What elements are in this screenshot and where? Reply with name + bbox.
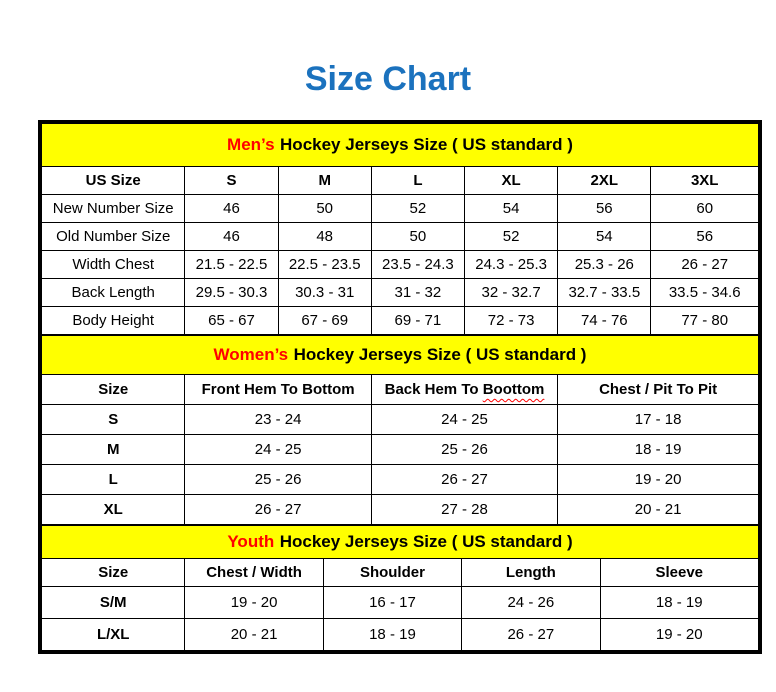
- mens-band-text: Hockey Jerseys Size ( US standard ): [280, 135, 573, 154]
- table-row: [42, 223, 759, 251]
- row-label: Old Number Size: [42, 223, 185, 251]
- table-row: [42, 251, 759, 279]
- youth-band-highlight: Youth: [227, 532, 275, 551]
- size-value-cell: 18 - 19: [600, 587, 758, 619]
- size-value-cell: 16 - 17: [323, 587, 461, 619]
- womens-col-header-chest: Chest / Pit To Pit: [558, 375, 759, 405]
- misspelled-word: Boottom: [482, 381, 545, 398]
- womens-size-table: [41, 335, 759, 525]
- size-value-cell: 52: [371, 195, 464, 223]
- youth-col-header-chest: Chest / Width: [185, 559, 323, 587]
- size-value-cell: 77 - 80: [651, 307, 759, 335]
- size-value-cell: 48: [278, 223, 371, 251]
- size-value-cell: 26 - 27: [462, 619, 600, 651]
- youth-size-table: [41, 525, 759, 651]
- table-row: [42, 307, 759, 335]
- size-value-cell: 67 - 69: [278, 307, 371, 335]
- womens-header-row: [42, 375, 759, 405]
- size-value-cell: 27 - 28: [371, 495, 557, 525]
- table-row: [42, 279, 759, 307]
- size-value-cell: 46: [185, 223, 278, 251]
- size-value-cell: 20 - 21: [185, 619, 323, 651]
- size-value-cell: 18 - 19: [323, 619, 461, 651]
- row-label: Back Length: [42, 279, 185, 307]
- mens-col-header-3xl: 3XL: [651, 167, 759, 195]
- size-value-cell: 52: [465, 223, 558, 251]
- size-value-cell: 30.3 - 31: [278, 279, 371, 307]
- table-row: [42, 619, 759, 651]
- size-value-cell: 19 - 20: [558, 465, 759, 495]
- size-chart-container: [38, 120, 762, 654]
- size-value-cell: 56: [651, 223, 759, 251]
- size-value-cell: 23.5 - 24.3: [371, 251, 464, 279]
- row-label: L: [42, 465, 185, 495]
- size-value-cell: 18 - 19: [558, 435, 759, 465]
- size-value-cell: 46: [185, 195, 278, 223]
- size-value-cell: 33.5 - 34.6: [651, 279, 759, 307]
- table-row: [42, 587, 759, 619]
- size-value-cell: 25 - 26: [185, 465, 371, 495]
- mens-band: [42, 124, 759, 167]
- table-row: [42, 435, 759, 465]
- womens-band: [42, 336, 759, 375]
- mens-col-header-2xl: 2XL: [558, 167, 651, 195]
- size-value-cell: 50: [278, 195, 371, 223]
- youth-col-header-sleeve: Sleeve: [600, 559, 758, 587]
- size-value-cell: 54: [558, 223, 651, 251]
- youth-band: [42, 526, 759, 559]
- size-value-cell: 19 - 20: [185, 587, 323, 619]
- womens-band-highlight: Women’s: [213, 345, 289, 364]
- size-value-cell: 22.5 - 23.5: [278, 251, 371, 279]
- row-label: M: [42, 435, 185, 465]
- mens-band-row: [42, 124, 759, 167]
- size-value-cell: 26 - 27: [371, 465, 557, 495]
- size-value-cell: 24 - 25: [185, 435, 371, 465]
- womens-band-text: Hockey Jerseys Size ( US standard ): [293, 345, 587, 364]
- page-title: Size Chart: [304, 60, 472, 98]
- size-value-cell: 17 - 18: [558, 405, 759, 435]
- mens-col-header-s: S: [185, 167, 278, 195]
- size-value-cell: 21.5 - 22.5: [185, 251, 278, 279]
- size-value-cell: 72 - 73: [465, 307, 558, 335]
- youth-col-header-size: Size: [42, 559, 185, 587]
- size-value-cell: 50: [371, 223, 464, 251]
- mens-col-header-m: M: [278, 167, 371, 195]
- mens-band-highlight: Men’s: [227, 135, 275, 154]
- womens-band-row: [42, 336, 759, 375]
- size-value-cell: 26 - 27: [651, 251, 759, 279]
- table-row: [42, 195, 759, 223]
- row-label: XL: [42, 495, 185, 525]
- mens-col-header-xl: XL: [465, 167, 558, 195]
- size-value-cell: 23 - 24: [185, 405, 371, 435]
- row-label: Body Height: [42, 307, 185, 335]
- mens-col-header-l: L: [371, 167, 464, 195]
- size-value-cell: 74 - 76: [558, 307, 651, 335]
- youth-band-text: Hockey Jerseys Size ( US standard ): [279, 532, 573, 551]
- size-value-cell: 32.7 - 33.5: [558, 279, 651, 307]
- row-label: Width Chest: [42, 251, 185, 279]
- size-value-cell: 60: [651, 195, 759, 223]
- row-label: S: [42, 405, 185, 435]
- size-value-cell: 69 - 71: [371, 307, 464, 335]
- youth-col-header-length: Length: [462, 559, 600, 587]
- mens-size-table: [41, 123, 759, 335]
- size-value-cell: 25 - 26: [371, 435, 557, 465]
- youth-col-header-shoulder: Shoulder: [323, 559, 461, 587]
- size-value-cell: 19 - 20: [600, 619, 758, 651]
- size-value-cell: 31 - 32: [371, 279, 464, 307]
- womens-col-header-front-hem: Front Hem To Bottom: [185, 375, 371, 405]
- size-value-cell: 20 - 21: [558, 495, 759, 525]
- size-value-cell: 54: [465, 195, 558, 223]
- womens-col-header-back-hem: [371, 375, 557, 405]
- table-row: [42, 495, 759, 525]
- size-value-cell: 24 - 26: [462, 587, 600, 619]
- size-value-cell: 32 - 32.7: [465, 279, 558, 307]
- size-value-cell: 29.5 - 30.3: [185, 279, 278, 307]
- size-value-cell: 24 - 25: [371, 405, 557, 435]
- mens-col-header-us-size: US Size: [42, 167, 185, 195]
- size-value-cell: 24.3 - 25.3: [465, 251, 558, 279]
- youth-band-row: [42, 526, 759, 559]
- row-label: New Number Size: [42, 195, 185, 223]
- back-hem-label: Back Hem To: [384, 381, 479, 398]
- table-row: [42, 465, 759, 495]
- row-label: L/XL: [42, 619, 185, 651]
- size-value-cell: 56: [558, 195, 651, 223]
- table-row: [42, 405, 759, 435]
- size-value-cell: 65 - 67: [185, 307, 278, 335]
- size-value-cell: 26 - 27: [185, 495, 371, 525]
- youth-header-row: [42, 559, 759, 587]
- womens-col-header-size: Size: [42, 375, 185, 405]
- size-value-cell: 25.3 - 26: [558, 251, 651, 279]
- row-label: S/M: [42, 587, 185, 619]
- mens-header-row: [42, 167, 759, 195]
